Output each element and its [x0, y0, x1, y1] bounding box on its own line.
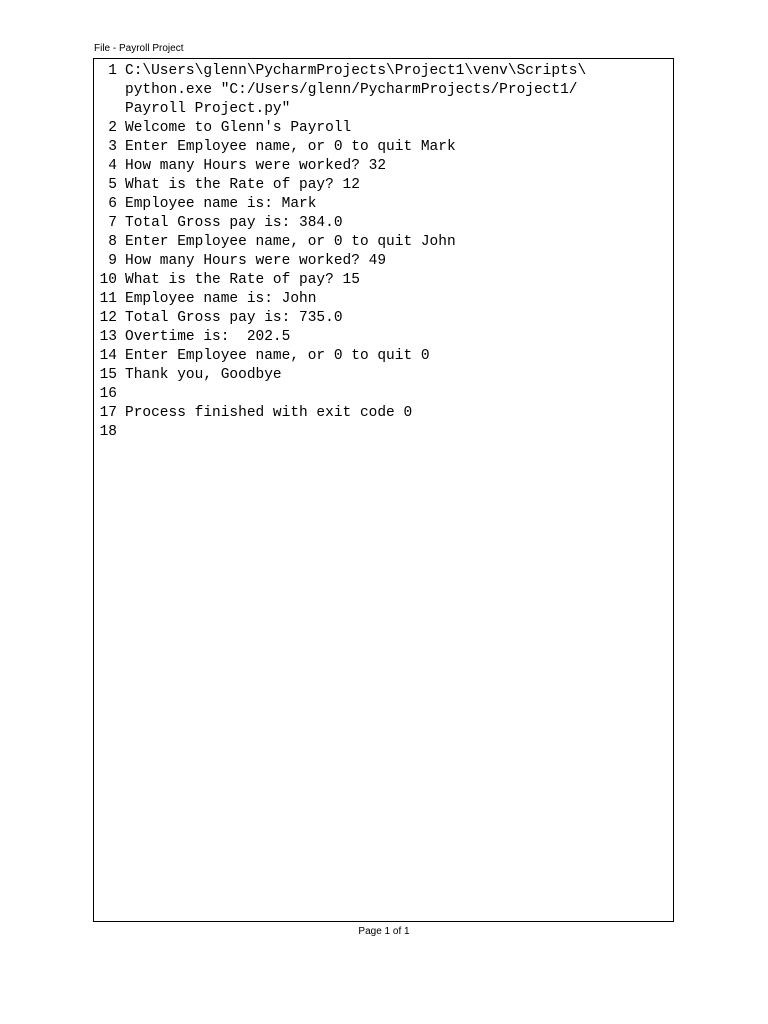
line-number: 2 — [108, 120, 117, 136]
line-text: Thank you, Goodbye — [125, 367, 282, 383]
line-number: 12 — [99, 310, 117, 326]
line-number: 6 — [108, 196, 117, 212]
line-text: How many Hours were worked? 32 — [125, 158, 387, 174]
console-output-frame — [93, 58, 674, 922]
line-text: Process finished with exit code 0 — [125, 405, 413, 421]
page-title: File - Payroll Project — [94, 43, 184, 54]
line-number: 8 — [108, 234, 117, 250]
line-number: 10 — [99, 272, 117, 288]
code-line — [94, 176, 673, 195]
line-text: Enter Employee name, or 0 to quit 0 — [125, 348, 430, 364]
line-text: Total Gross pay is: 735.0 — [125, 310, 343, 326]
code-line — [94, 385, 673, 404]
code-line — [94, 366, 673, 385]
line-number: 14 — [99, 348, 117, 364]
line-text: C:\Users\glenn\PycharmProjects\Project1\venv\Scripts\ python.exe "C:/Users/glenn/PycharmProjects/Project1/ Payroll Project.py" — [125, 63, 587, 117]
code-line — [94, 214, 673, 233]
line-number: 5 — [108, 177, 117, 193]
line-text: Welcome to Glenn's Payroll — [125, 120, 352, 136]
code-line — [94, 328, 673, 347]
line-number: 15 — [99, 367, 117, 383]
code-line — [94, 290, 673, 309]
line-text: Employee name is: John — [125, 291, 317, 307]
line-text: Enter Employee name, or 0 to quit Mark — [125, 139, 456, 155]
line-number: 4 — [108, 158, 117, 174]
line-text: What is the Rate of pay? 12 — [125, 177, 360, 193]
line-number: 1 — [108, 63, 117, 79]
line-text: How many Hours were worked? 49 — [125, 253, 387, 269]
console-output-lines — [94, 62, 673, 442]
code-line — [94, 119, 673, 138]
line-number: 7 — [108, 215, 117, 231]
page-number: Page 1 of 1 — [358, 926, 410, 937]
line-number: 11 — [99, 291, 117, 307]
code-line — [94, 195, 673, 214]
line-number: 9 — [108, 253, 117, 269]
line-number: 18 — [99, 424, 117, 440]
code-line — [94, 62, 673, 119]
line-number: 3 — [108, 139, 117, 155]
code-line — [94, 309, 673, 328]
line-text: What is the Rate of pay? 15 — [125, 272, 360, 288]
line-text — [117, 385, 645, 404]
code-line — [94, 252, 673, 271]
line-text: Enter Employee name, or 0 to quit John — [125, 234, 456, 250]
line-number: 17 — [99, 405, 117, 421]
line-text: Total Gross pay is: 384.0 — [125, 215, 343, 231]
code-line — [94, 423, 673, 442]
code-line — [94, 404, 673, 423]
code-line — [94, 157, 673, 176]
code-line — [94, 233, 673, 252]
code-line — [94, 347, 673, 366]
line-text: Employee name is: Mark — [125, 196, 317, 212]
code-line — [94, 138, 673, 157]
line-number: 16 — [99, 386, 117, 402]
code-line — [94, 271, 673, 290]
line-text — [117, 423, 645, 442]
line-number: 13 — [99, 329, 117, 345]
line-text: Overtime is: 202.5 — [125, 329, 291, 345]
